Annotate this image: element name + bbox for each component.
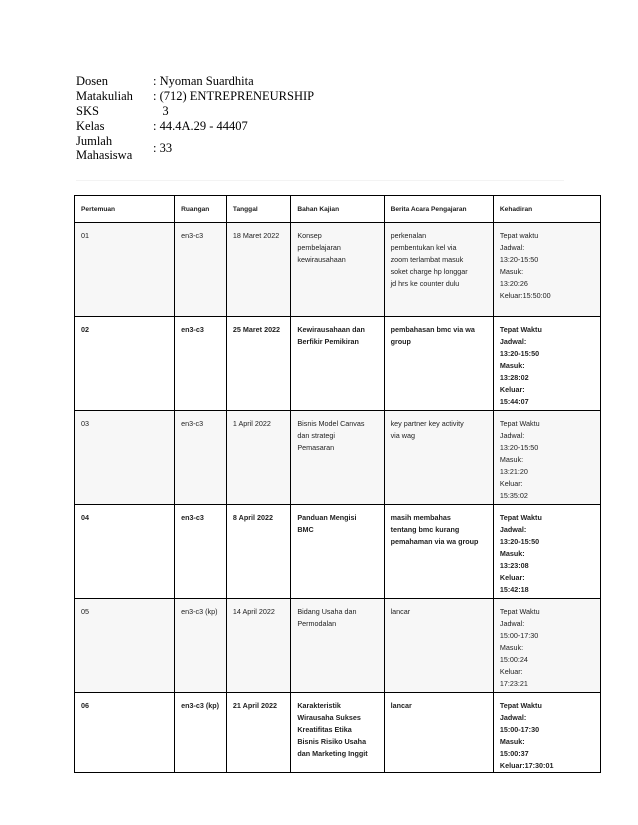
cell-bahan: Bisnis Model Canvas dan strategi Pemasaran xyxy=(291,411,384,505)
cell-tanggal: 21 April 2022 xyxy=(226,693,290,773)
table-row xyxy=(75,317,601,411)
cell-pertemuan: 02 xyxy=(75,317,175,411)
header-kehadiran: Kehadiran xyxy=(493,196,600,223)
cell-kehadiran: Tepat Waktu Jadwal: 15:00-17:30 Masuk: 15:00:37 Keluar:17:30:01 xyxy=(493,693,600,773)
table-row xyxy=(75,505,601,599)
info-row-dosen xyxy=(76,74,314,89)
header-tanggal: Tanggal xyxy=(226,196,290,223)
cell-tanggal: 14 April 2022 xyxy=(226,599,290,693)
info-value: : 44.4A.29 - 44407 xyxy=(153,119,248,133)
cell-berita: perkenalan pembentukan kel via zoom terlambat masuk soket charge hp longgar jd hrs ke counter dulu xyxy=(384,223,493,317)
cell-pertemuan: 06 xyxy=(75,693,175,773)
cell-kehadiran: Tepat Waktu Jadwal: 13:20-15:50 Masuk: 13:28:02 Keluar: 15:44:07 xyxy=(493,317,600,411)
cell-pertemuan: 03 xyxy=(75,411,175,505)
info-row-sks xyxy=(76,104,314,119)
info-value: : (712) ENTREPRENEURSHIP xyxy=(153,89,315,103)
header-pertemuan: Pertemuan xyxy=(75,196,175,223)
info-row-kelas xyxy=(76,119,314,134)
info-label: Dosen xyxy=(76,74,108,88)
cell-tanggal: 8 April 2022 xyxy=(226,505,290,599)
cell-kehadiran: Tepat Waktu Jadwal: 15:00-17:30 Masuk: 15:00:24 Keluar: 17:23:21 xyxy=(493,599,600,693)
cell-bahan: Karakteristik Wirausaha Sukses Kreatifitas Etika Bisnis Risiko Usaha dan Marketing Inggit xyxy=(291,693,384,773)
table-header-row xyxy=(75,196,601,223)
cell-tanggal: 18 Maret 2022 xyxy=(226,223,290,317)
cell-ruangan: en3-c3 (kp) xyxy=(175,693,227,773)
table-row xyxy=(75,693,601,773)
cell-kehadiran: Tepat waktu Jadwal: 13:20-15:50 Masuk: 13:20:26 Keluar:15:50:00 xyxy=(493,223,600,317)
cell-berita: lancar xyxy=(384,599,493,693)
table-row xyxy=(75,599,601,693)
cell-ruangan: en3-c3 xyxy=(175,505,227,599)
info-value: : 33 xyxy=(153,140,173,155)
cell-pertemuan: 04 xyxy=(75,505,175,599)
cell-berita: key partner key activity via wag xyxy=(384,411,493,505)
cell-kehadiran: Tepat Waktu Jadwal: 13:20-15:50 Masuk: 13:21:20 Keluar: 15:35:02 xyxy=(493,411,600,505)
cell-berita: pembahasan bmc via wa group xyxy=(384,317,493,411)
info-label: Matakuliah xyxy=(76,89,133,103)
cell-ruangan: en3-c3 xyxy=(175,411,227,505)
cell-bahan: Bidang Usaha dan Permodalan xyxy=(291,599,384,693)
info-label: Jumlah Mahasiswa xyxy=(76,134,133,162)
cell-tanggal: 1 April 2022 xyxy=(226,411,290,505)
cell-kehadiran: Tepat Waktu Jadwal: 13:20-15:50 Masuk: 13:23:08 Keluar: 15:42:18 xyxy=(493,505,600,599)
cell-bahan: Kewirausahaan dan Berfikir Pemikiran xyxy=(291,317,384,411)
divider xyxy=(76,180,564,181)
header-bahan-kajian: Bahan Kajian xyxy=(291,196,384,223)
cell-tanggal: 25 Maret 2022 xyxy=(226,317,290,411)
cell-berita: masih membahas tentang bmc kurang pemahaman via wa group xyxy=(384,505,493,599)
info-value: 3 xyxy=(153,104,169,118)
info-label: Kelas xyxy=(76,119,105,133)
cell-pertemuan: 01 xyxy=(75,223,175,317)
header-ruangan: Ruangan xyxy=(175,196,227,223)
cell-ruangan: en3-c3 (kp) xyxy=(175,599,227,693)
info-label: SKS xyxy=(76,104,99,118)
header-berita-acara: Berita Acara Pengajaran xyxy=(384,196,493,223)
info-row-matakuliah xyxy=(76,89,314,104)
table-row xyxy=(75,223,601,317)
cell-ruangan: en3-c3 xyxy=(175,317,227,411)
cell-pertemuan: 05 xyxy=(75,599,175,693)
info-value: : Nyoman Suardhita xyxy=(153,74,254,88)
table-row xyxy=(75,411,601,505)
attendance-table xyxy=(74,195,601,773)
cell-bahan: Konsep pembelajaran kewirausahaan xyxy=(291,223,384,317)
info-row-jumlah-mahasiswa xyxy=(76,134,314,162)
course-info xyxy=(76,74,314,162)
cell-ruangan: en3-c3 xyxy=(175,223,227,317)
cell-bahan: Panduan Mengisi BMC xyxy=(291,505,384,599)
cell-berita: lancar xyxy=(384,693,493,773)
